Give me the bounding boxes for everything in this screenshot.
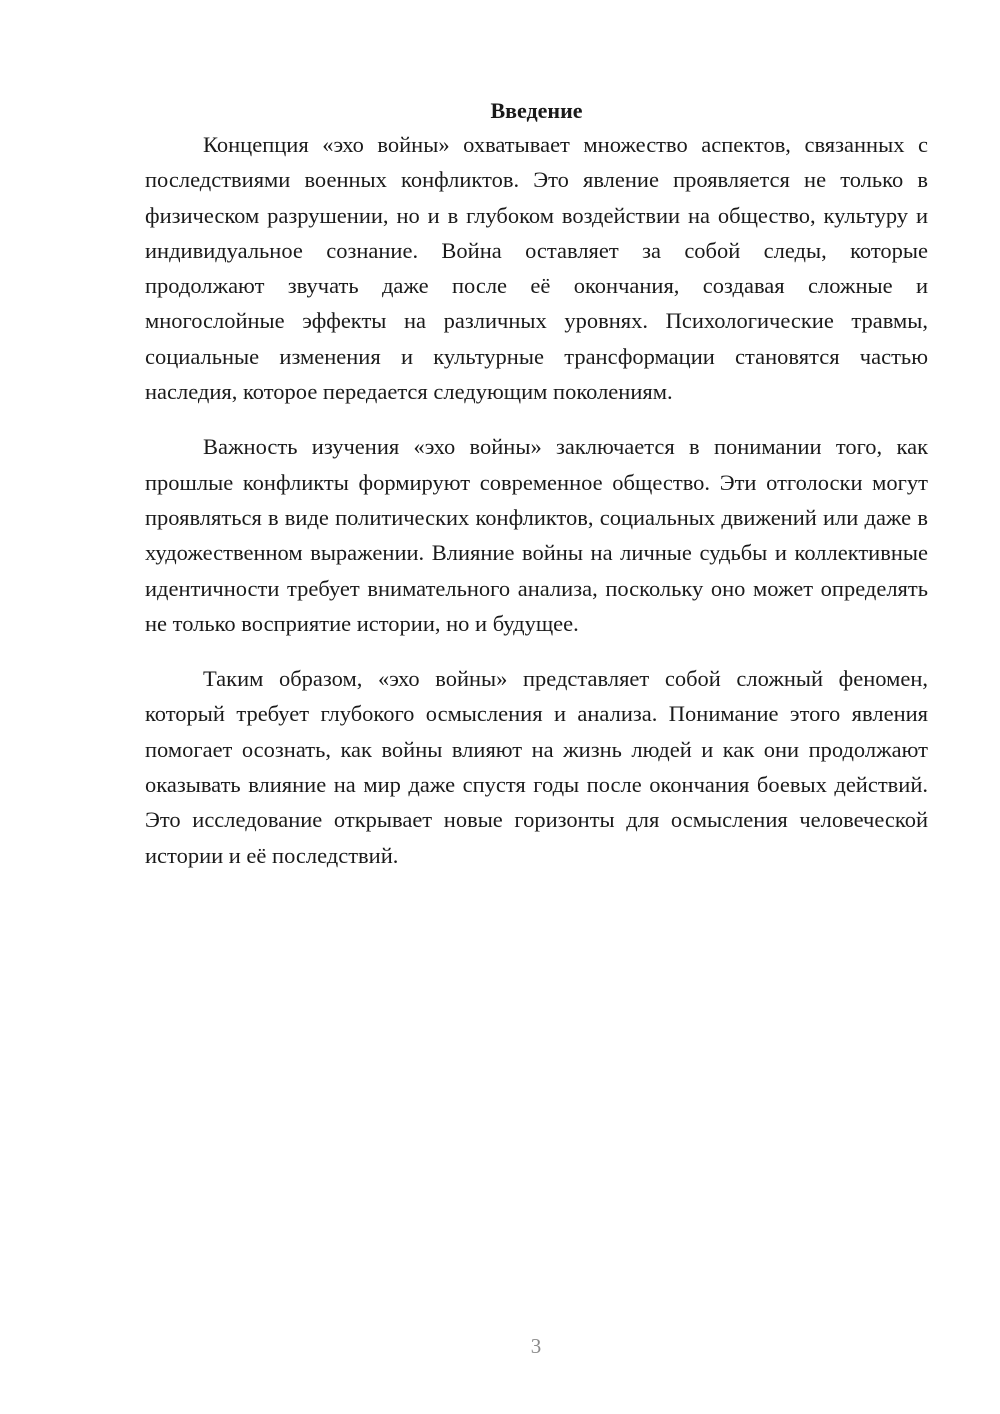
- page-number: 3: [530, 1334, 542, 1358]
- paragraph-3: Таким образом, «эхо войны» представляет собой сложный феномен, который требует глубокого осмысления и анализа. Понимание этого явления помогает осознать, как войны влияют на жизнь людей и как они продолжают оказывать влияние на мир даже спустя годы после окончания боевых действий. Это исследование открывает новые горизонты для осмысления человеческой истории и её последствий.: [145, 666, 928, 868]
- page-content: [145, 95, 928, 873]
- paragraph-1: Концепция «эхо войны» охватывает множество аспектов, связанных с последствиями военных конфликтов. Это явление проявляется не только в физическом разрушении, но и в глубоком воздействии на общество, культуру и индивидуальное сознание. Война оставляет за собой следы, которые продолжают звучать даже после её окончания, создавая сложные и многослойные эффекты на различных уровнях. Психологические травмы, социальные изменения и культурные трансформации становятся частью наследия, которое передается следующим поколениям.: [145, 132, 928, 405]
- paragraph-2: Важность изучения «эхо войны» заключается в понимании того, как прошлые конфликты формируют современное общество. Эти отголоски могут проявляться в виде политических конфликтов, социальных движений или даже в художественном выражении. Влияние войны на личные судьбы и коллективные идентичности требует внимательного анализа, поскольку оно может определять не только восприятие истории, но и будущее.: [145, 434, 928, 636]
- section-heading: Введение: [490, 98, 583, 123]
